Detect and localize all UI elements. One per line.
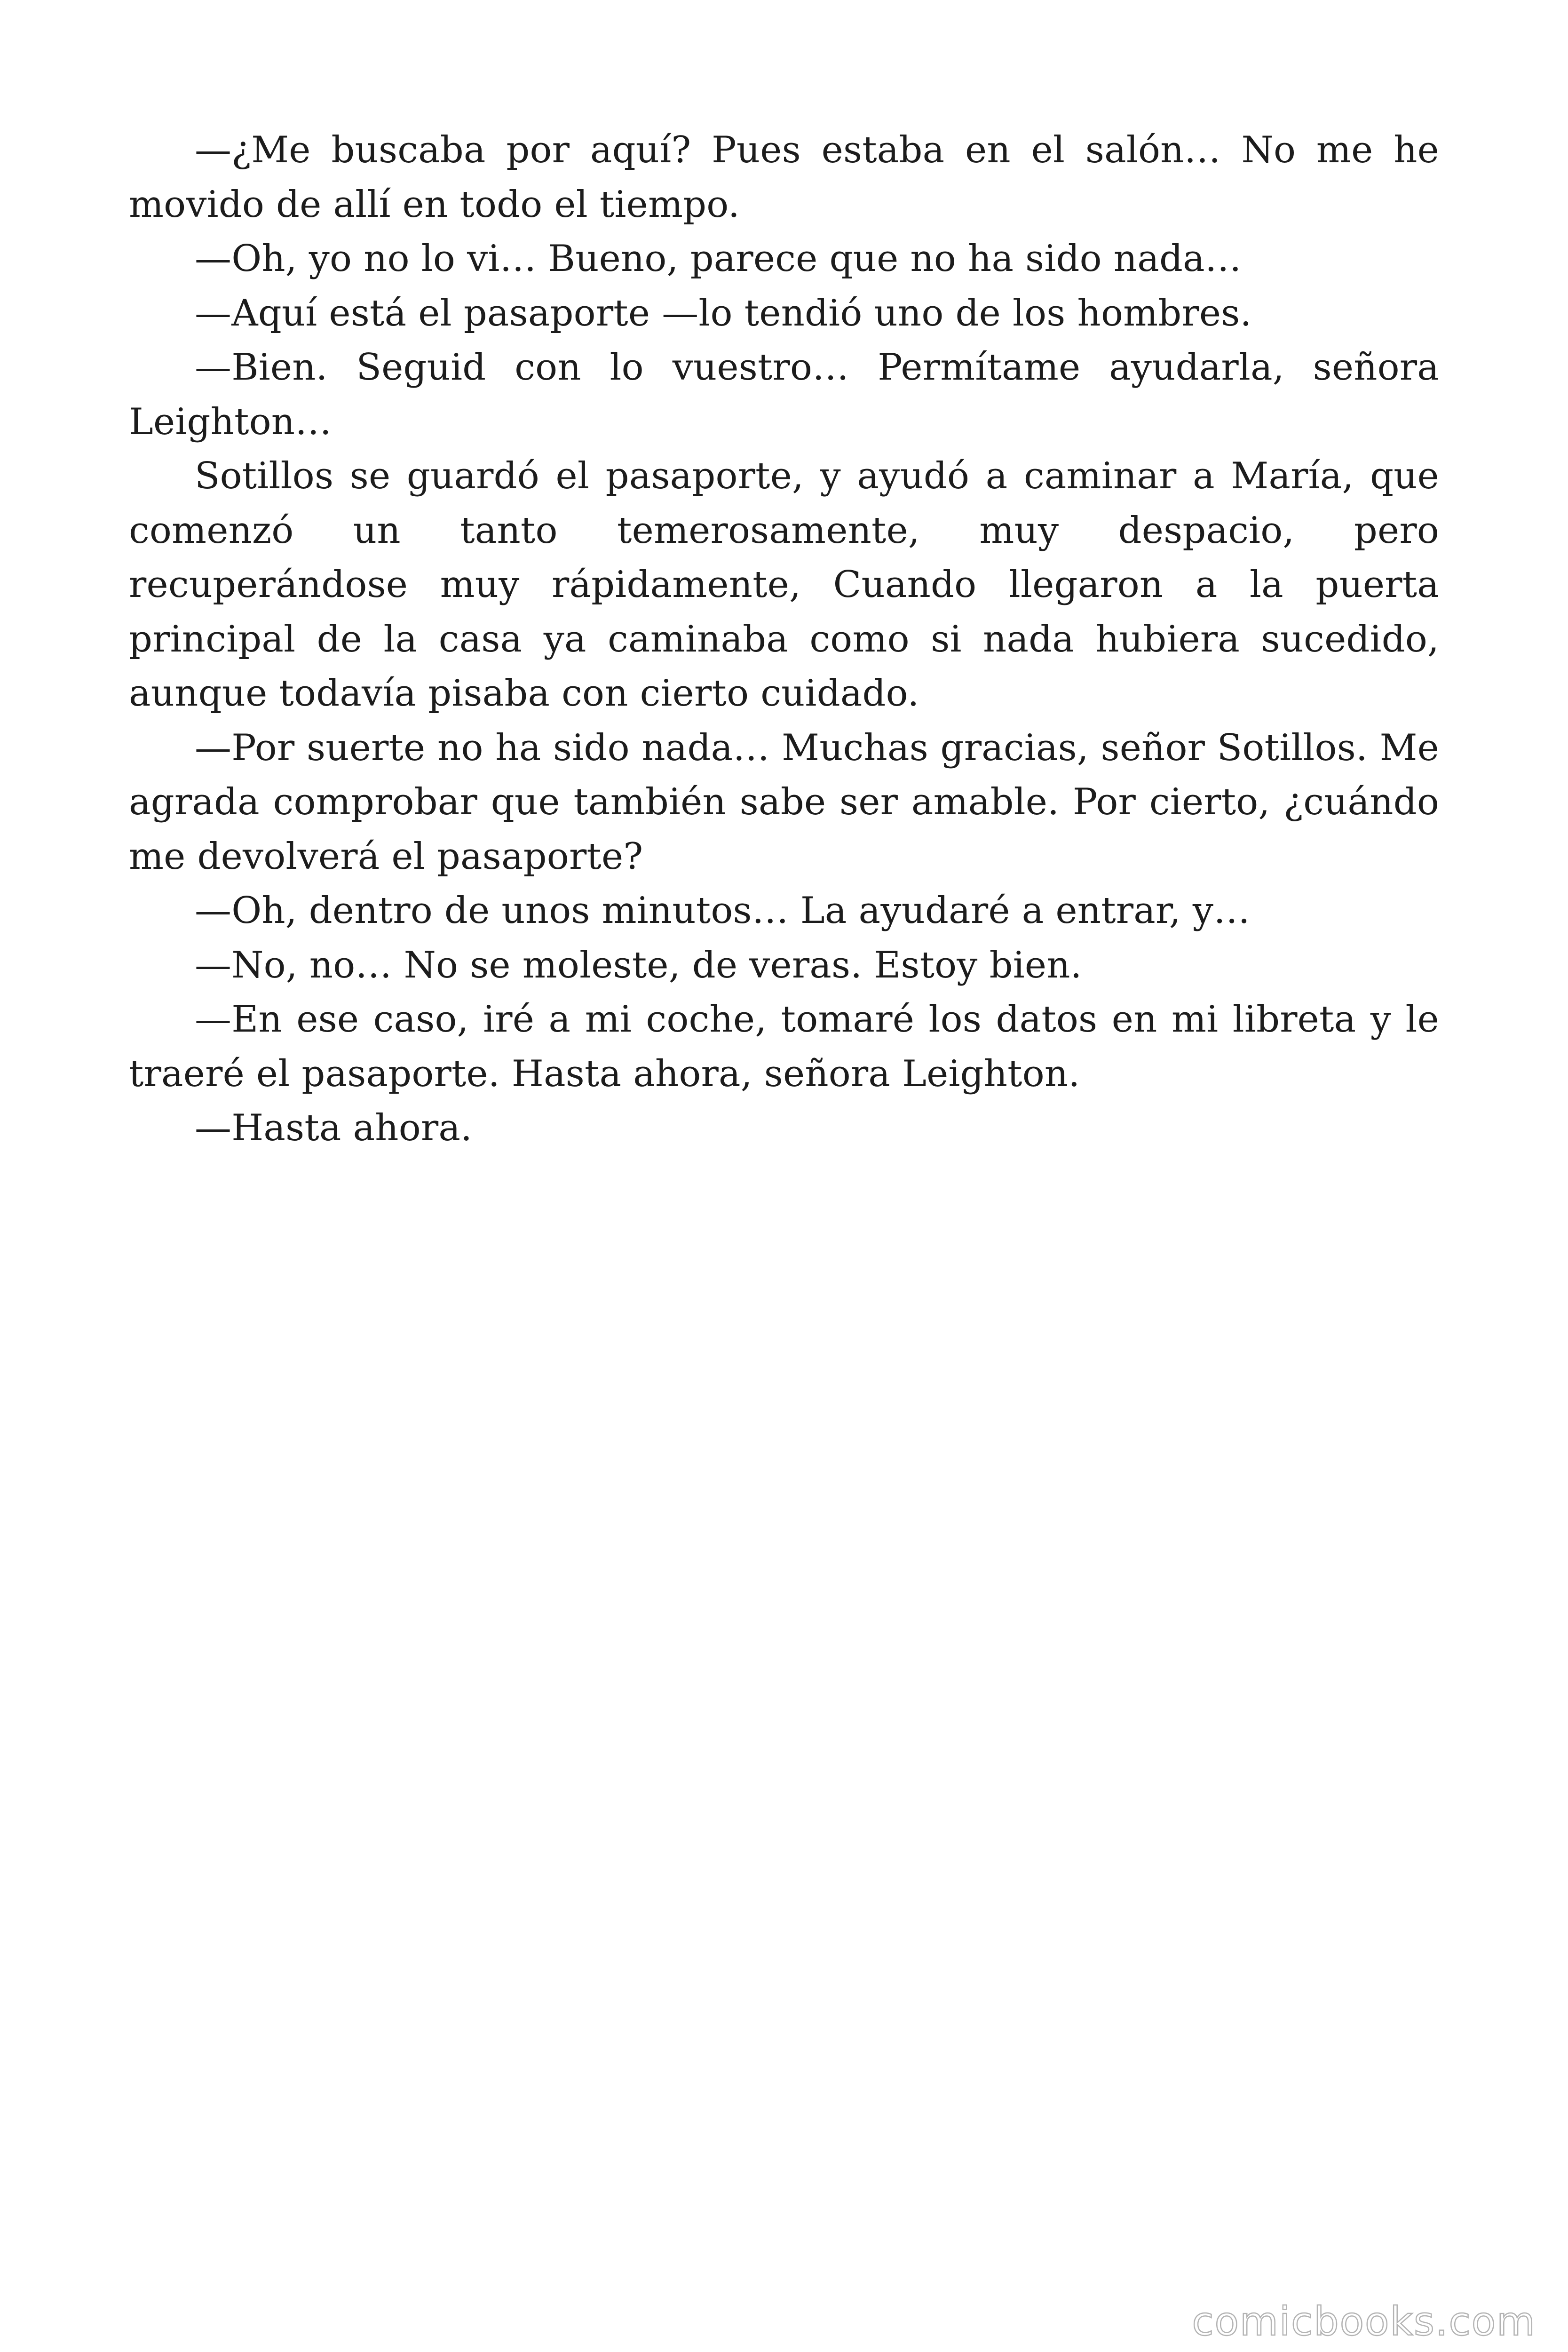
- paragraph: —En ese caso, iré a mi coche, tomaré los datos en mi libreta y le traeré el pasaporte. Hasta ahora, señora Leighton.: [129, 998, 1439, 1095]
- watermark: comicbooks.com: [1192, 2298, 1536, 2344]
- paragraph: —Por suerte no ha sido nada… Muchas gracias, señor Sotillos. Me agrada comprobar que también sabe ser amable. Por cierto, ¿cuándo me devolverá el pasaporte?: [129, 726, 1439, 878]
- paragraph: —Bien. Seguid con lo vuestro… Permítame ayudarla, señora Leighton…: [129, 346, 1439, 443]
- paragraph: —Aquí está el pasaporte —lo tendió uno de los hombres.: [195, 292, 1252, 334]
- paragraph: —¿Me buscaba por aquí? Pues estaba en el salón… No me he movido de allí en todo el tiempo.: [129, 129, 1439, 226]
- paragraph: Sotillos se guardó el pasaporte, y ayudó a caminar a María, que comenzó un tanto temerosamente, muy despacio, pero recuperándose muy rápidamente, Cuando llegaron a la puerta principal de la casa ya caminaba como si nada hubiera sucedido, aunque todavía pisaba con cierto cuidado.: [129, 455, 1439, 715]
- paragraph: —No, no… No se moleste, de veras. Estoy bien.: [195, 944, 1082, 986]
- body-text: [129, 123, 1439, 1156]
- paragraph: —Hasta ahora.: [195, 1107, 473, 1149]
- paragraph: —Oh, dentro de unos minutos… La ayudaré a entrar, y…: [195, 890, 1251, 932]
- paragraph: —Oh, yo no lo vi… Bueno, parece que no ha sido nada…: [195, 238, 1242, 280]
